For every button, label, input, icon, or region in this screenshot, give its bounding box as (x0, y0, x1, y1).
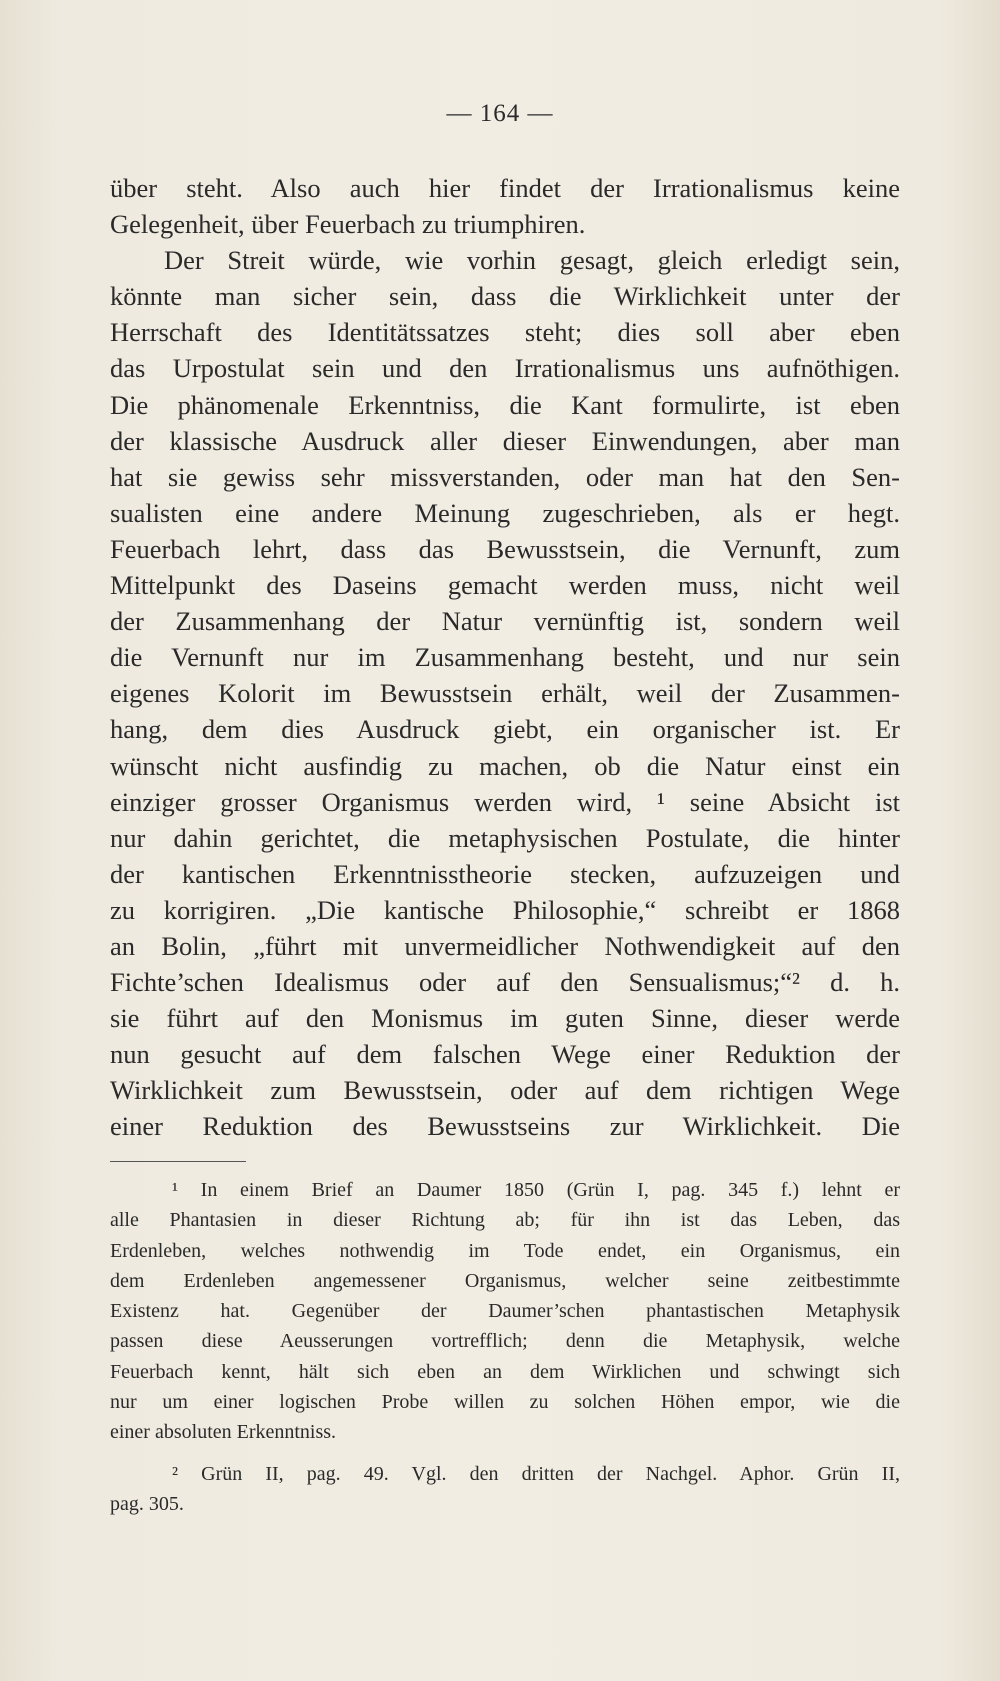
text-line: nur dahin gerichtet, die metaphysischen Postulate, die hinter (110, 822, 900, 853)
footnotes (110, 1175, 900, 1519)
footnote-line: Existenz hat. Gegenüber der Daumer’schen phantastischen Metaphysik (110, 1300, 900, 1323)
text-line: zu korrigiren. „Die kantische Philosophie,“ schreibt er 1868 (110, 894, 900, 925)
footnote-line: passen diese Aeusserungen vortrefflich; denn die Metaphysik, welche (110, 1330, 900, 1353)
text-line: Fichte’schen Idealismus oder auf den Sensualismus;“² d. h. (110, 967, 900, 998)
page-number: — 164 — (446, 100, 554, 127)
text-line: einziger grosser Organismus werden wird, ¹ seine Absicht ist (110, 786, 900, 817)
text-line: Die phänomenale Erkenntniss, die Kant formulirte, ist eben (110, 389, 900, 420)
text-line: Feuerbach lehrt, dass das Bewusstsein, die Vernunft, zum (110, 533, 900, 564)
text-line: Herrschaft des Identitätssatzes steht; dies soll aber eben (110, 317, 900, 348)
text-line: sualisten eine andere Meinung zugeschrieben, als er hegt. (110, 497, 900, 528)
text-line: hat sie gewiss sehr missverstanden, oder man hat den Sen- (110, 461, 900, 492)
footnote-line: ¹ In einem Brief an Daumer 1850 (Grün I, pag. 345 f.) lehnt er (172, 1179, 900, 1201)
text-line: eigenes Kolorit im Bewusstsein erhält, weil der Zusammen- (110, 678, 900, 709)
text-line: das Urpostulat sein und den Irrationalismus uns aufnöthigen. (110, 353, 900, 384)
text-line: an Bolin, „führt mit unvermeidlicher Nothwendigkeit auf den (110, 930, 900, 961)
footnote-line: alle Phantasien in dieser Richtung ab; für ihn ist das Leben, das (110, 1209, 900, 1232)
footnote-line: einer absoluten Erkenntniss. (110, 1421, 337, 1444)
text-line: sie führt auf den Monismus im guten Sinne, dieser werde (110, 1003, 900, 1034)
footnote-line: Erdenleben, welches nothwendig im Tode endet, ein Organismus, ein (110, 1239, 900, 1262)
footnote-divider (110, 1161, 246, 1162)
text-line: Mittelpunkt des Daseins gemacht werden muss, nicht weil (110, 570, 900, 601)
text-line: über steht. Also auch hier findet der Irrationalismus keine (110, 173, 900, 203)
text-line: Der Streit würde, wie vorhin gesagt, gleich erledigt sein, (164, 245, 900, 276)
text-line: hang, dem dies Ausdruck giebt, ein organischer ist. Er (110, 714, 900, 745)
text-line: könnte man sicher sein, dass die Wirklichkeit unter der (110, 281, 900, 312)
main-text (110, 170, 900, 1145)
footnote-line: Feuerbach kennt, hält sich eben an dem Wirklichen und schwingt sich (110, 1360, 900, 1383)
text-line: nun gesucht auf dem falschen Wege einer Reduktion der (110, 1039, 900, 1070)
text-line: der Zusammenhang der Natur vernünftig ist, sondern weil (110, 606, 900, 637)
text-line: Wirklichkeit zum Bewusstsein, oder auf dem richtigen Wege (110, 1075, 900, 1106)
footnote-line: pag. 305. (110, 1492, 184, 1515)
footnote-line: dem Erdenleben angemessener Organismus, welcher seine zeitbestimmte (110, 1269, 900, 1292)
footnote-line: nur um einer logischen Probe willen zu solchen Höhen empor, wie die (110, 1391, 900, 1414)
footnote-line: ² Grün II, pag. 49. Vgl. den dritten der Nachgel. Aphor. Grün II, (172, 1462, 900, 1485)
text-line: der klassische Ausdruck aller dieser Einwendungen, aber man (110, 425, 900, 456)
text-line: die Vernunft nur im Zusammenhang besteht, und nur sein (110, 642, 900, 673)
text-line: der kantischen Erkenntnisstheorie stecken, aufzuzeigen und (110, 858, 900, 889)
text-line: einer Reduktion des Bewusstseins zur Wirklichkeit. Die (110, 1111, 900, 1142)
text-line: wünscht nicht ausfindig zu machen, ob die Natur einst ein (110, 750, 900, 781)
text-line: Gelegenheit, über Feuerbach zu triumphiren. (110, 209, 586, 240)
